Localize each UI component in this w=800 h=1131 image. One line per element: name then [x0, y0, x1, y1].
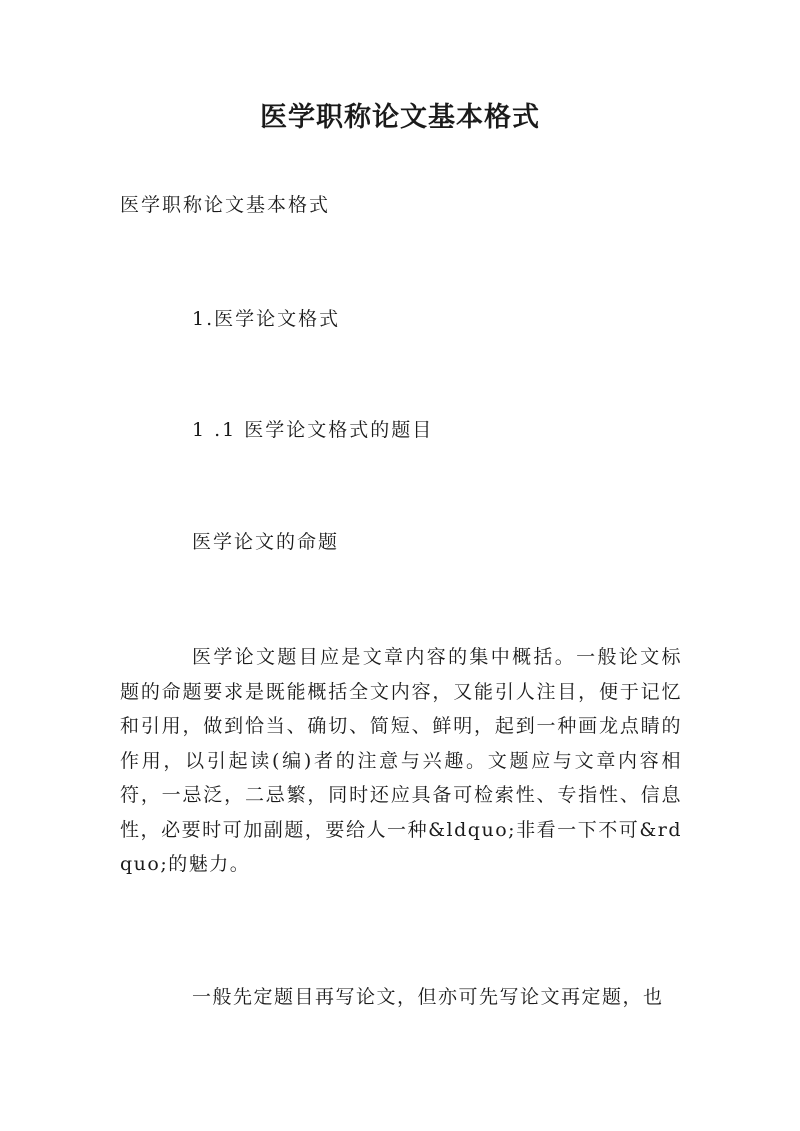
subsection-heading-proposition: 医学论文的命题: [192, 531, 340, 553]
section-heading-1: 1.医学论文格式: [192, 308, 341, 330]
document-subtitle: 医学职称论文基本格式: [120, 194, 331, 216]
body-paragraph-2: 一般先定题目再写论文，但亦可先写论文再定题，也: [192, 986, 664, 1008]
body-paragraph-1: 医学论文题目应是文章内容的集中概括。一般论文标题的命题要求是既能概括全文内容，又能引人注目，便于记忆和引用，做到恰当、确切、简短、鲜明，起到一种画龙点睛的作用，以引起读(编)者的注意与兴趣。文题应与文章内容相符，一忌泛，二忌繁，同时还应具备可检索性、专指性、信息性，必要时可加副题，要给人一种&ldquo;非看一下不可&rdquo;的魅力。: [120, 646, 682, 875]
section-heading-1-1: 1 .1 医学论文格式的题目: [192, 419, 434, 441]
document-title: 医学职称论文基本格式: [260, 102, 540, 133]
